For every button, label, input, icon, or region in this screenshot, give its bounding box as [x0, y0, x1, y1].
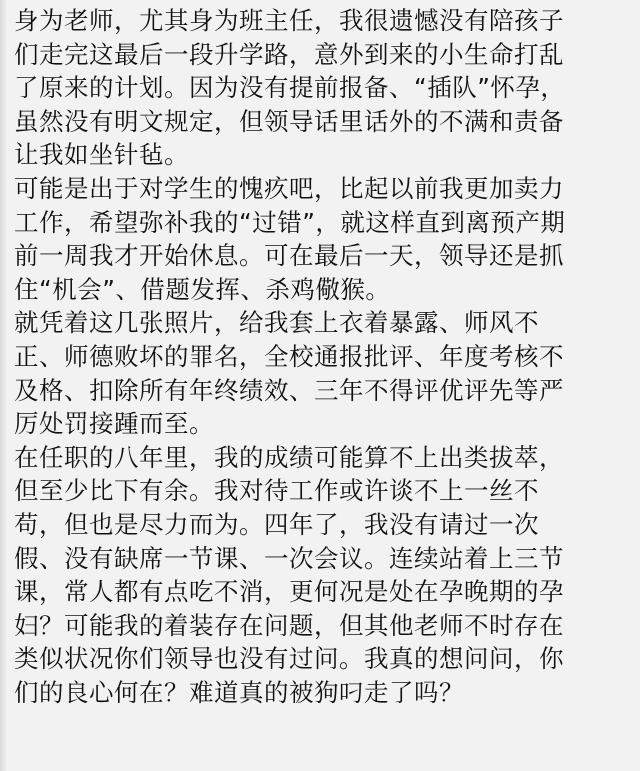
text-line: 正、师德败坏的罪名，全校通报批评、年度考核不 — [14, 341, 564, 371]
text-line: 们走完这最后一段升学路，意外到来的小生命打乱 — [14, 39, 564, 69]
text-line: 住“机会”、借题发挥、杀鸡儆猴。 — [14, 274, 391, 304]
text-line: 假、没有缺席一节课、一次会议。连续站着上三节 — [14, 543, 564, 573]
text-line: 工作，希望弥补我的“过错”，就这样直到离预产期 — [14, 207, 566, 237]
text-line: 虽然没有明文规定，但领导话里话外的不满和责备 — [14, 106, 564, 136]
text-line: 类似状况你们领导也没有过问。我真的想问问，你 — [14, 644, 564, 674]
text-line: 就凭着这几张照片，给我套上衣着暴露、师风不 — [14, 308, 539, 338]
text-line: 身为老师，尤其身为班主任，我很遗憾没有陪孩子 — [14, 6, 564, 35]
text-line: 及格、扣除所有年终绩效、三年不得评优评先等严 — [14, 375, 564, 405]
text-line: 但至少比下有余。我对待工作或许谈不上一丝不 — [14, 476, 539, 506]
text-line: 们的良心何在？难道真的被狗叼走了吗？ — [14, 677, 464, 707]
text-line: 让我如坐针毡。 — [14, 140, 189, 170]
text-line: 前一周我才开始休息。可在最后一天，领导还是抓 — [14, 241, 564, 271]
text-line: 苟，但也是尽力而为。四年了，我没有请过一次 — [14, 509, 539, 539]
text-line: 厉处罚接踵而至。 — [14, 409, 214, 439]
text-line: 在任职的八年里，我的成绩可能算不上出类拔萃， — [14, 442, 564, 472]
text-line: 了原来的计划。因为没有提前报备、“插队”怀孕， — [14, 73, 566, 103]
text-line: 课，常人都有点吃不消，更何况是处在孕晚期的孕 — [14, 577, 564, 607]
text-line: 可能是出于对学生的愧疚吧，比起以前我更加卖力 — [14, 173, 564, 203]
left-edge-strip — [0, 0, 6, 771]
text-line: 妇？可能我的着装存在问题，但其他老师不时存在 — [14, 610, 564, 640]
document-text — [14, 4, 634, 709]
